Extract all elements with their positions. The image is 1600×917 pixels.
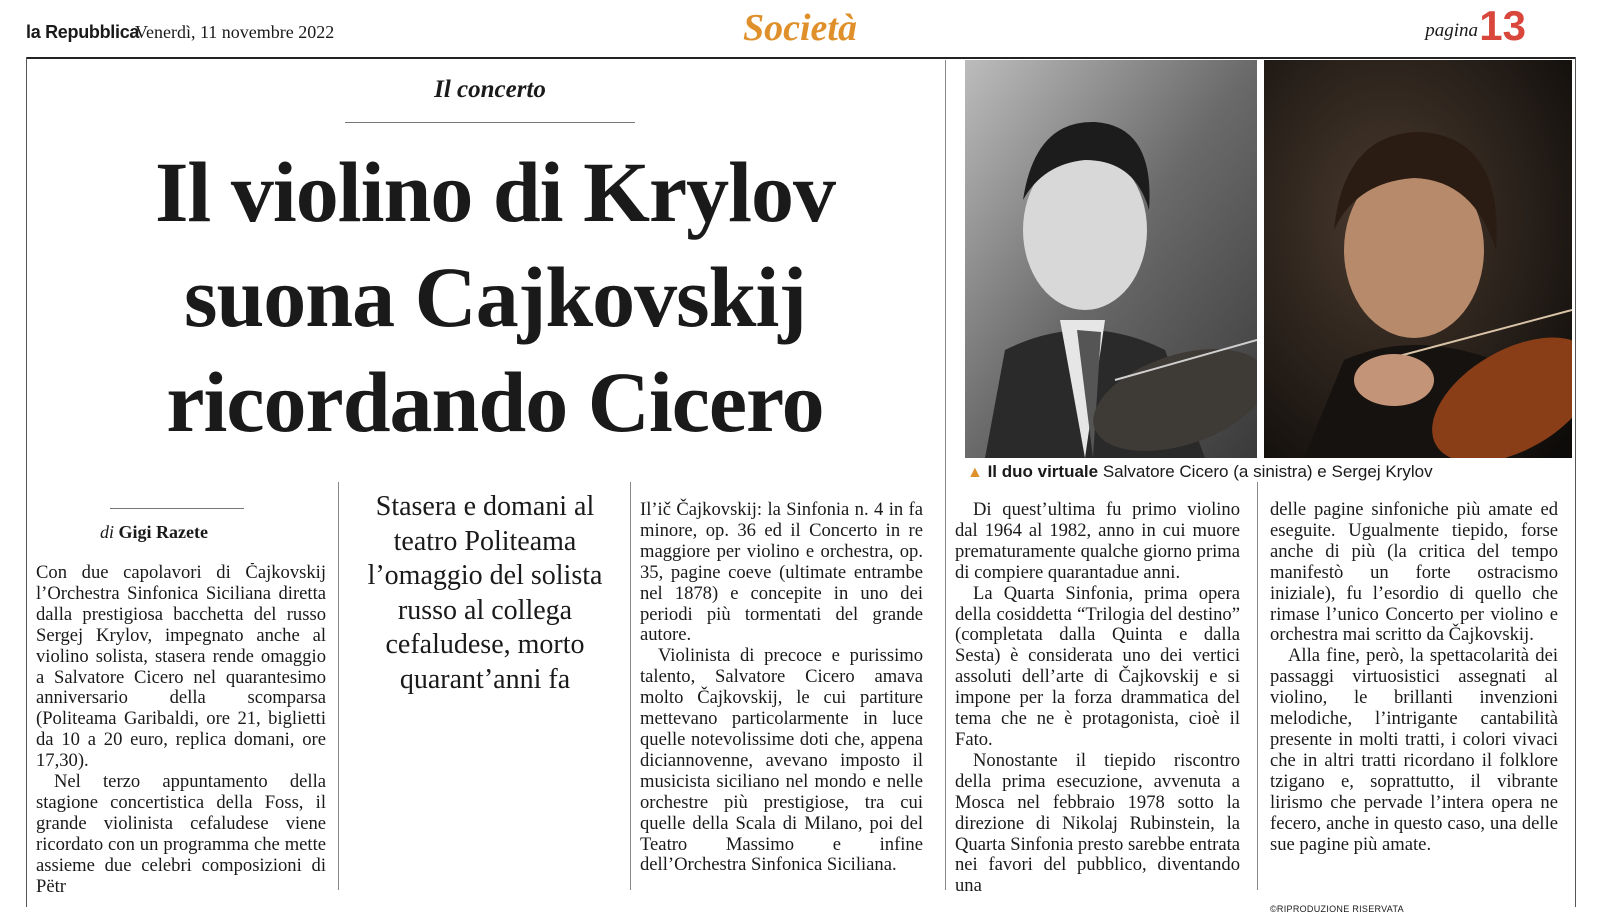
caption-triangle-icon: ▲ bbox=[967, 464, 983, 481]
article-column-2 bbox=[640, 500, 923, 876]
paragraph: Con due capolavori di Čajkovskij l’Orchestra Sinfonica Siciliana diretta dalla prestigiosa bacchetta del russo Sergej Krylov, impegnato anche al violino solista, stasera rende omaggio a Salvatore Cicero nel quarantesimo anniversario della scomparsa (Politeama Garibaldi, ore 21, biglietti da 10 a 20 euro, replica domani, ore 17,30). bbox=[36, 563, 326, 772]
photo-caption bbox=[967, 462, 1433, 482]
caption-lead: Il duo virtuale bbox=[987, 462, 1099, 481]
byline bbox=[100, 522, 208, 543]
paragraph: delle pagine sinfoniche più amate ed eseguite. Ugualmente tiepido, forse anche di più (la critica del tempo manifestò un forte ostracismo iniziale), fu l’esordio di quello che rimase l’unico Concerto per violino e orchestra mai scritto da Čajkovskij. bbox=[1270, 499, 1558, 646]
pull-quote: Stasera e domani al teatro Politeama l’omaggio del solista russo al collega cefaludese, morto quarant’anni fa bbox=[367, 491, 603, 695]
article-column-4 bbox=[1270, 500, 1558, 855]
page-number: 13 bbox=[1479, 2, 1526, 49]
article-column-1 bbox=[36, 563, 326, 909]
section-title: Società bbox=[743, 7, 857, 49]
article-kicker: Il concerto bbox=[434, 76, 546, 103]
copyright-notice: ©RIPRODUZIONE RISERVATA bbox=[1270, 904, 1404, 914]
column-rule-2 bbox=[630, 482, 631, 890]
byline-prefix: di bbox=[100, 522, 115, 542]
photo-sergej-krylov bbox=[1264, 60, 1572, 458]
kicker-rule bbox=[345, 122, 635, 123]
page-label: pagina bbox=[1425, 20, 1478, 41]
page-frame-left bbox=[26, 57, 27, 907]
byline-author: Gigi Razete bbox=[118, 522, 208, 542]
column-rule-3 bbox=[945, 60, 946, 890]
headline-line-3: ricordando Cicero bbox=[166, 354, 824, 450]
column-rule-1 bbox=[338, 482, 339, 890]
photo-salvatore-cicero bbox=[965, 60, 1257, 458]
paragraph: Nonostante il tiepido riscontro della prima esecuzione, avvenuta a Mosca nel febbraio 1978 sotto la direzione di Nikolaj Rubinstein, la Quarta Sinfonia presto sarebbe entrata nei favori del pubblico, diventando una bbox=[955, 749, 1240, 897]
column-rule-4 bbox=[1257, 482, 1258, 890]
masthead-logo: la Repubblica bbox=[26, 22, 140, 42]
paragraph: Nel terzo appuntamento della stagione concertistica della Foss, il grande violinista cefaludese viene ricordato con un programma che mette assieme due celebri composizioni di Pëtr bbox=[36, 771, 326, 897]
issue-date: Venerdì, 11 novembre 2022 bbox=[135, 22, 335, 42]
article-column-3 bbox=[955, 500, 1240, 897]
page-frame-right bbox=[1575, 57, 1576, 907]
paragraph: Violinista di precoce e purissimo talento, Salvatore Cicero amava molto Čajkovskij, le cui partiture mettevano particolarmente in luce quelle notevolissime doti che, appena diciannovenne, avevano imposto il musicista siciliano nel mondo e nelle orchestre più prestigiose, tra cui quelle della Scala di Milano, poi del Teatro Massimo e infine dell’Orchestra Sinfonica Siciliana. bbox=[640, 645, 923, 876]
header-divider bbox=[26, 57, 1576, 59]
article-headline bbox=[60, 140, 930, 455]
byline-rule bbox=[110, 508, 244, 509]
violinist-portrait-color-icon bbox=[1264, 60, 1572, 458]
caption-text: Salvatore Cicero (a sinistra) e Sergej Krylov bbox=[1102, 462, 1433, 481]
headline-line-1: Il violino di Krylov bbox=[154, 144, 836, 240]
paragraph: Il’ič Čajkovskij: la Sinfonia n. 4 in fa minore, op. 36 ed il Concerto in re maggiore per violino e orchestra, op. 35, pagine coeve (ultimate entrambe nel 1878) e concepite in uno dei periodi più tormentati del grande autore. bbox=[640, 499, 923, 646]
paragraph: Alla fine, però, la spettacolarità dei passaggi virtuosistici assegnati al violino, le brillanti invenzioni melodiche, l’intrigante cantabilità presente in molti tratti, i colori vivaci che in altri tratti ricordano il folklore tzigano e, soprattutto, il vibrante lirismo che pervade l’intera opera ne fecero, anche in questo caso, una delle sue pagine più amate. bbox=[1270, 645, 1558, 855]
paragraph: La Quarta Sinfonia, prima opera della cosiddetta “Trilogia del destino” (completata dalla Quinta e dalla Sesta) è considerata uno dei vertici assoluti dell’arte di Čajkovskij e si impone per la forza drammatica del tema che ne è protagonista, cioè il Fato. bbox=[955, 582, 1240, 750]
violinist-portrait-bw-icon bbox=[965, 60, 1257, 458]
paragraph: Di quest’ultima fu primo violino dal 1964 al 1982, anno in cui muore prematuramente qualche giorno prima di compiere quarantadue anni. bbox=[955, 499, 1240, 583]
headline-line-2: suona Cajkovskij bbox=[183, 249, 807, 345]
